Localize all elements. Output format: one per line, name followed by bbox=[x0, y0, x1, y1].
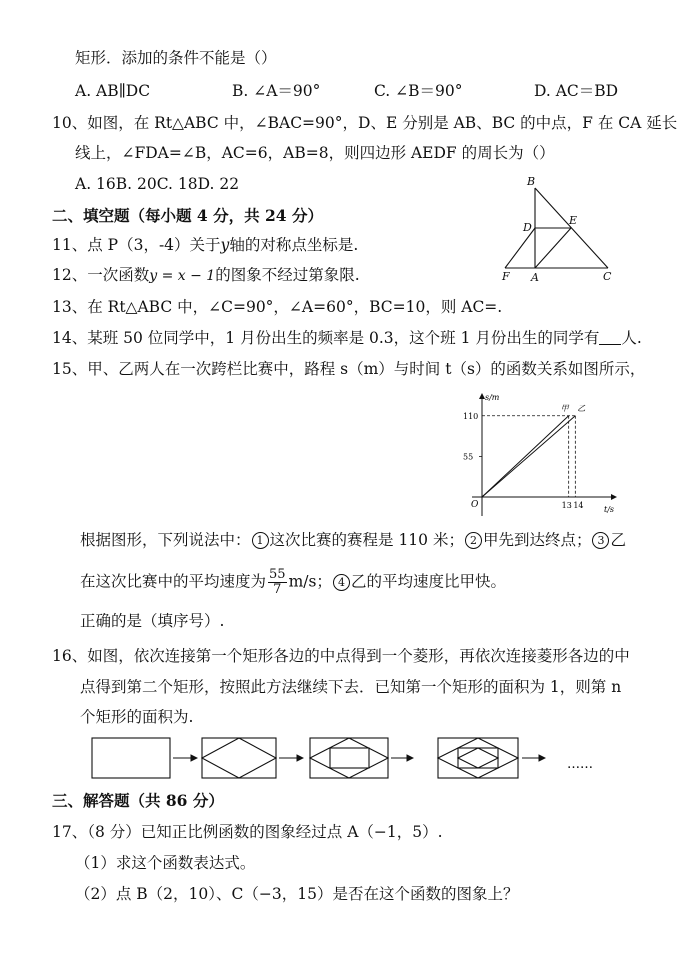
label-c: C bbox=[603, 270, 612, 283]
q12 bbox=[52, 265, 360, 286]
q16-line2: 点得到第二个矩形，按照此方法继续下去．已知第一个矩形的面积为 1，则第 n bbox=[80, 678, 622, 696]
q11 bbox=[52, 235, 358, 255]
label-f: F bbox=[502, 270, 510, 283]
q9-option-c: C. ∠B＝90° bbox=[374, 82, 463, 100]
series-line-1 bbox=[482, 416, 569, 497]
q17-line3: （2）点 B（2，10）、C（−3，15）是否在这个函数的图象上？ bbox=[75, 885, 519, 903]
q15-line2 bbox=[80, 530, 626, 550]
q13: 13、在 Rt△ABC 中，∠C=90°，∠A=60°，BC=10，则 AC=. bbox=[52, 298, 503, 316]
q10-triangle-figure bbox=[495, 172, 620, 287]
q15-statement-3-start: 乙 bbox=[610, 531, 626, 549]
y-tick-label-55: 55 bbox=[463, 452, 474, 462]
circled-number-1: 1 bbox=[252, 532, 269, 549]
q15-statement-4: 乙的平均速度比甲快。 bbox=[350, 572, 506, 591]
q14-pre: 14、某班 50 位同学中，1 月份出生的频率是 0.3，这个班 1 月份出生的同学有 bbox=[52, 329, 600, 347]
ellipsis: …… bbox=[567, 757, 593, 772]
q15-statement-1: 这次比赛的赛程是 110 米； bbox=[269, 531, 464, 549]
q15-statement-2: 甲先到达终点； bbox=[482, 531, 592, 549]
q9-option-b: B. ∠A＝90° bbox=[232, 82, 321, 100]
q11-text: 11、点 P（3，-4）关于 bbox=[52, 236, 221, 254]
label-d: D bbox=[523, 221, 532, 234]
q14-post: 人. bbox=[621, 329, 642, 347]
series-line-2 bbox=[482, 416, 575, 497]
x-axis-label: t/s bbox=[604, 505, 615, 514]
q11-tail: 轴的对称点坐标是. bbox=[229, 236, 359, 254]
q12-pre: 12、一次函数 bbox=[52, 266, 150, 284]
q15-line4: 正确的是（填序号）. bbox=[80, 612, 225, 630]
fraction-55-over-7 bbox=[268, 568, 287, 597]
q11-var: y bbox=[220, 236, 230, 254]
label-b: B bbox=[527, 175, 536, 188]
series-label-1: 甲 bbox=[560, 403, 569, 413]
q15-distance-time-chart bbox=[458, 390, 623, 525]
q10-options: A. 16B. 20C. 18D. 22 bbox=[75, 175, 240, 193]
x-tick-label-13: 13 bbox=[561, 501, 572, 510]
fraction-denominator: 7 bbox=[273, 582, 282, 597]
q14-blank bbox=[599, 329, 621, 345]
series-label-2: 乙 bbox=[577, 403, 586, 413]
label-a: A bbox=[531, 271, 539, 284]
q16-rectangle-sequence-figure bbox=[85, 732, 605, 784]
section-2-heading: 二、填空题（每小题 4 分，共 24 分） bbox=[52, 206, 323, 225]
circled-number-4: 4 bbox=[333, 574, 350, 591]
label-e: E bbox=[569, 214, 578, 227]
x-tick-label-14: 14 bbox=[573, 501, 584, 510]
q14 bbox=[52, 328, 642, 348]
q12-post: 的图象不经过第象限. bbox=[215, 266, 360, 284]
q15-unit: m/s； bbox=[288, 572, 332, 591]
q15-line3 bbox=[80, 568, 506, 597]
q15-line1: 15、甲、乙两人在一次跨栏比赛中，路程 s（m）与时间 t（s）的函数关系如图所示， bbox=[52, 360, 646, 378]
q9-tail: 矩形．添加的条件不能是（） bbox=[75, 49, 277, 67]
origin-label: O bbox=[471, 500, 479, 510]
q16-line3: 个矩形的面积为. bbox=[80, 708, 194, 726]
q10-line2: 线上，∠FDA=∠B，AC=6，AB=8，则四边形 AEDF 的周长为（） bbox=[75, 144, 555, 162]
q15-line3-text: 在这次比赛中的平均速度为 bbox=[80, 572, 267, 591]
q12-expr: y = x − 1 bbox=[149, 268, 216, 284]
y-tick-label-110: 110 bbox=[463, 411, 479, 421]
q10-line1: 10、如图，在 Rt△ABC 中，∠BAC=90°，D、E 分别是 AB、BC 的中点，F 在 CA 延长 bbox=[52, 114, 678, 132]
q9-option-a: A. AB∥DC bbox=[75, 82, 151, 100]
section-3-heading: 三、解答题（共 86 分） bbox=[52, 791, 224, 810]
q17-line2: （1）求这个函数表达式。 bbox=[75, 854, 256, 872]
fraction-numerator: 55 bbox=[269, 567, 286, 582]
q17-line1: 17、（8 分）已知正比例函数的图象经过点 A（−1，5）. bbox=[52, 823, 443, 841]
q16-line1: 16、如图，依次连接第一个矩形各边的中点得到一个菱形，再依次连接菱形各边的中 bbox=[52, 647, 630, 665]
circled-number-2: 2 bbox=[465, 532, 482, 549]
q15-line2-intro: 根据图形，下列说法中： bbox=[80, 531, 251, 549]
circled-number-3: 3 bbox=[592, 532, 609, 549]
y-axis-label: s/m bbox=[485, 393, 500, 402]
q9-option-d: D. AC＝BD bbox=[534, 82, 619, 100]
